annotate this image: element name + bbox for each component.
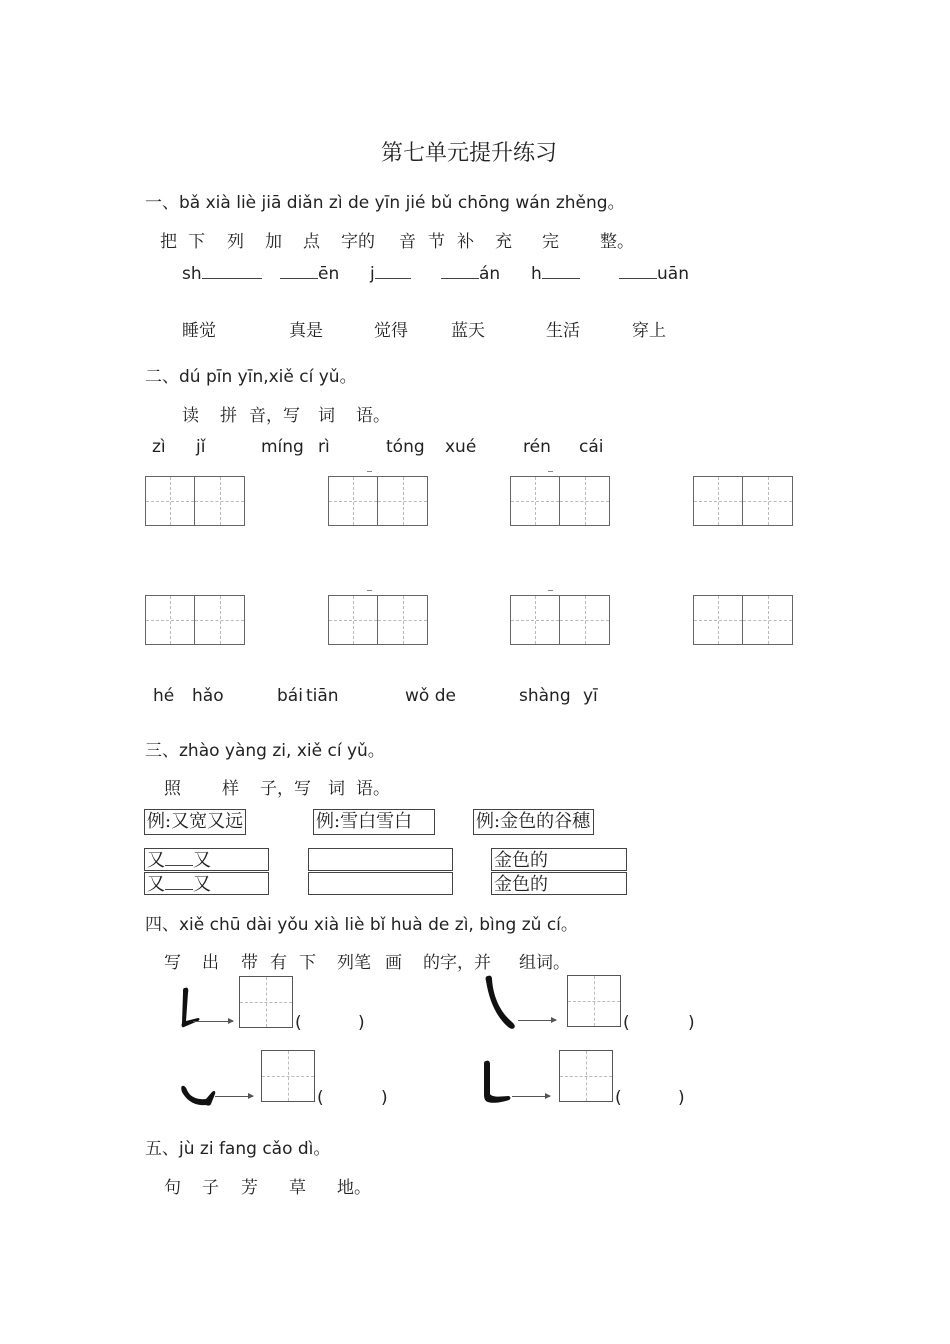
q1-blank-4-line[interactable] xyxy=(441,264,479,279)
q2-end: 。 xyxy=(339,367,357,387)
q1-hz-5: 字的 xyxy=(341,232,375,252)
q4-hz-8: 组词。 xyxy=(519,953,570,973)
paren-close-2: ) xyxy=(688,1013,695,1033)
writing-grid[interactable] xyxy=(145,595,245,645)
q2-number: 二、 xyxy=(145,367,179,387)
q2-hz-0: 读 xyxy=(182,406,199,426)
example-box-1: 例:又宽又远 xyxy=(144,809,246,835)
q1-blank-2-text: ēn xyxy=(318,264,340,284)
golden-2: 金色的 xyxy=(494,874,548,895)
q1-pinyin: bǎ xià liè jiā diǎn zì de yīn jié bǔ chōng wán zhěng xyxy=(179,193,608,213)
q2-hz-1: 拼 xyxy=(220,406,237,426)
writing-grid[interactable] xyxy=(328,595,428,645)
q1-hz-4: 点 xyxy=(303,232,320,252)
q1-blank-5-line[interactable] xyxy=(542,264,580,279)
q1-blank-6-text: uān xyxy=(657,264,689,284)
paren-close-4: ) xyxy=(678,1088,685,1108)
q1-hz-10: 完 xyxy=(542,232,559,252)
answer-box-golden-1[interactable] xyxy=(491,848,627,871)
q5-heading xyxy=(145,1134,330,1159)
writing-grid[interactable] xyxy=(510,595,610,645)
q1-hz-0: 把 xyxy=(160,232,177,252)
you-2b: 又 xyxy=(193,874,211,895)
paren-open-4: ( xyxy=(615,1088,622,1108)
q5-end: 。 xyxy=(313,1139,331,1159)
q3-end: 。 xyxy=(367,741,385,761)
writing-box[interactable] xyxy=(261,1050,315,1102)
vertical-bend-hook-stroke-icon xyxy=(483,973,521,1031)
q2-py-he: hé xyxy=(153,686,175,706)
q1-blank-3-text: j xyxy=(370,264,375,284)
q4-hz-2: 带 xyxy=(241,953,258,973)
arrow-4 xyxy=(512,1096,550,1097)
q4-end: 。 xyxy=(560,915,578,935)
q1-blank-1 xyxy=(182,264,262,284)
q1-hz-8: 补 xyxy=(457,232,474,252)
q2-py-shang: shàng xyxy=(519,686,571,706)
q3-pinyin: zhào yàng zi, xiě cí yǔ xyxy=(179,741,368,761)
q1-word-2: 真是 xyxy=(289,321,323,341)
q5-hz-0: 句 xyxy=(164,1178,181,1198)
q1-hz-9: 充 xyxy=(495,232,512,252)
q5-hz-1: 子 xyxy=(202,1178,219,1198)
q1-blank-1-line[interactable] xyxy=(202,264,262,279)
q2-hz-3: 词 xyxy=(318,406,335,426)
q1-word-3: 觉得 xyxy=(374,321,408,341)
q1-blank-4-text: án xyxy=(479,264,501,284)
writing-box[interactable] xyxy=(567,975,621,1027)
q2-hz-2: 音，写 xyxy=(249,406,300,426)
answer-box-golden-2[interactable] xyxy=(491,872,627,895)
answer-box-xuebai-1[interactable] xyxy=(308,848,453,871)
vertical-bend-stroke-icon xyxy=(480,1058,514,1106)
paren-open-3: ( xyxy=(317,1088,324,1108)
q2-hz-4: 语。 xyxy=(356,406,390,426)
writing-box[interactable] xyxy=(239,976,293,1028)
q1-number: 一、 xyxy=(145,193,179,213)
q1-word-4: 蓝天 xyxy=(451,321,485,341)
q1-blank-2-line[interactable] xyxy=(280,264,318,279)
writing-grid[interactable] xyxy=(510,476,610,526)
writing-grid[interactable] xyxy=(693,476,793,526)
q2-py-cai: cái xyxy=(579,437,604,457)
q2-py-wode: wǒ de xyxy=(405,686,456,706)
q1-blank-5-text: h xyxy=(531,264,542,284)
paren-close-1: ) xyxy=(358,1013,365,1033)
q2-py-hao: hǎo xyxy=(192,686,224,706)
lying-hook-stroke-icon xyxy=(179,1080,219,1108)
page-title: 第七单元提升练习 xyxy=(381,141,558,166)
q2-py-yi: yī xyxy=(583,686,598,706)
q4-hz-7: 的字，并 xyxy=(423,953,491,973)
q2-py-xue: xué xyxy=(445,437,477,457)
q1-word-6: 穿上 xyxy=(632,321,666,341)
q5-number: 五、 xyxy=(145,1139,179,1159)
q3-hz-2: 子，写 xyxy=(260,779,311,799)
q5-hz-2: 芳 xyxy=(241,1178,258,1198)
writing-grid[interactable] xyxy=(693,595,793,645)
paren-open-1: ( xyxy=(295,1013,302,1033)
q1-blank-1-text: sh xyxy=(182,264,202,284)
q4-hz-0: 写 xyxy=(164,953,181,973)
q3-number: 三、 xyxy=(145,741,179,761)
paren-open-2: ( xyxy=(623,1013,630,1033)
arrow-3 xyxy=(215,1096,253,1097)
q4-pinyin: xiě chū dài yǒu xià liè bǐ huà de zì, bìng zǔ cí xyxy=(179,915,561,935)
q1-blank-4 xyxy=(441,264,500,284)
q1-word-1: 睡觉 xyxy=(182,321,216,341)
q1-end: 。 xyxy=(607,193,625,213)
q1-word-5: 生活 xyxy=(546,321,580,341)
example-box-3: 例:金色的谷穗 xyxy=(473,809,594,835)
q2-py-ri: rì xyxy=(318,437,330,457)
you-1b: 又 xyxy=(193,850,211,871)
q1-hz-6: 音 xyxy=(399,232,416,252)
vertical-lift-stroke-icon xyxy=(176,985,204,1031)
q1-blank-5 xyxy=(531,264,580,284)
q2-py-bai: bái xyxy=(277,686,303,706)
q2-py-tian: tiān xyxy=(306,686,339,706)
arrow-1 xyxy=(193,1021,233,1022)
q1-blank-6-line[interactable] xyxy=(619,264,657,279)
q3-hz-1: 样 xyxy=(222,779,239,799)
q4-hz-3: 有 xyxy=(270,953,287,973)
q5-hz-3: 草 xyxy=(289,1178,306,1198)
writing-grid[interactable] xyxy=(145,476,245,526)
q3-hz-4: 语。 xyxy=(356,779,390,799)
q2-heading xyxy=(145,362,357,387)
q2-py-zi: zì xyxy=(152,437,166,457)
q2-py-ming: míng xyxy=(261,437,304,457)
q4-hz-6: 画 xyxy=(385,953,402,973)
answer-box-you-1[interactable] xyxy=(144,848,269,871)
q2-py-ji: jǐ xyxy=(196,437,206,457)
paren-close-3: ) xyxy=(381,1088,388,1108)
arrow-2 xyxy=(518,1020,556,1021)
q1-hz-7: 节 xyxy=(428,232,445,252)
q3-hz-3: 词 xyxy=(328,779,345,799)
q1-hz-1: 下 xyxy=(188,232,205,252)
q4-hz-5: 列笔 xyxy=(337,953,371,973)
q2-py-tong: tóng xyxy=(386,437,425,457)
q5-hz-4: 地。 xyxy=(337,1178,371,1198)
writing-box[interactable] xyxy=(559,1050,613,1102)
q1-blank-3-line[interactable] xyxy=(375,264,411,279)
q4-hz-4: 下 xyxy=(299,953,316,973)
q1-blank-2 xyxy=(280,264,339,284)
q3-hz-0: 照 xyxy=(164,779,181,799)
q2-py-ren: rén xyxy=(523,437,551,457)
q5-pinyin: jù zi fang cǎo dì xyxy=(179,1139,314,1159)
q4-heading xyxy=(145,910,578,935)
you-1a: 又 xyxy=(147,850,165,871)
q1-hz-11: 整。 xyxy=(600,232,634,252)
q1-blank-3 xyxy=(370,264,411,284)
q1-hz-2: 列 xyxy=(227,232,244,252)
writing-grid[interactable] xyxy=(328,476,428,526)
q1-hz-3: 加 xyxy=(265,232,282,252)
answer-box-you-2[interactable] xyxy=(144,872,269,895)
q4-hz-1: 出 xyxy=(202,953,219,973)
golden-1: 金色的 xyxy=(494,850,548,871)
q1-heading xyxy=(145,188,625,213)
q3-heading xyxy=(145,736,385,761)
you-2a: 又 xyxy=(147,874,165,895)
q1-blank-6 xyxy=(619,264,689,284)
q2-pinyin: dú pīn yīn,xiě cí yǔ xyxy=(179,367,340,387)
example-box-2: 例:雪白雪白 xyxy=(313,809,435,835)
q4-number: 四、 xyxy=(145,915,179,935)
answer-box-xuebai-2[interactable] xyxy=(308,872,453,895)
